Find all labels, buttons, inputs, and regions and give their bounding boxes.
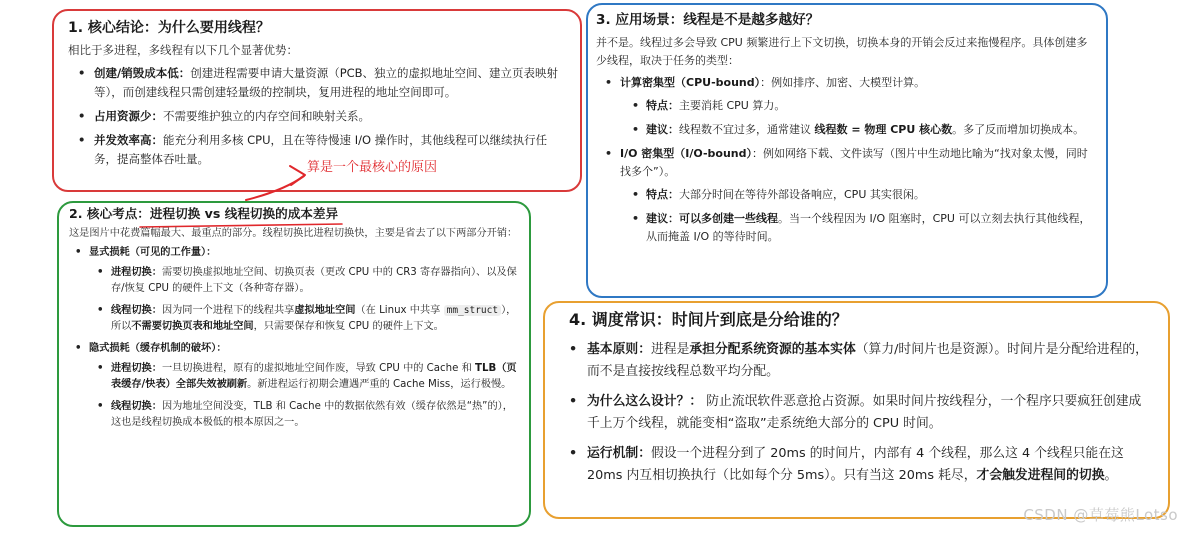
- panel3-list: [596, 74, 1096, 246]
- panel1-list: [68, 64, 568, 169]
- list-item: • 为什么这么设计？： 防止流氓软件恶意抢占资源。如果时间片按线程分，一个程序只要疯狂创建成千上万个线程，就能变相“盗取”走系统绝大部分的 CPU 时间。: [559, 391, 1154, 435]
- list-item: • 占用资源少：不需要维护独立的内存空间和映射关系。: [68, 107, 568, 126]
- watermark: CSDN @草莓熊Lotso: [1023, 506, 1178, 524]
- list-item: • 显式损耗（可见的工作量）： • 进程切换：需要切换虚拟地址空间、切换页表（更改 CPU 中的 CR3 寄存器指向）、以及保存/恢复 CPU 的硬件上下文（各种寄存器）。 • 线程切换：因为同一个进程下的线程共享虚拟地址空间（在 Linux 中共享 mm_struct ），所以不需要切换页表和地址空间，只需要保存和恢复 CPU 的硬件上下文。: [69, 245, 519, 335]
- list-item: • 建议：可以多创建一些线程。当一个线程因为 I/O 阻塞时，CPU 可以立刻去执行其他线程，从而掩盖 I/O 的等待时间。: [620, 210, 1096, 246]
- list-item: • I/O 密集型（I/O-bound）：例如网络下载、文件读写（图片中生动地比喻为“找对象太慢，同时找多个”）。 • 特点：大部分时间在等待外部设备响应，CPU 其实很闲。 • 建议：可以多创建一些线程。当一个线程因为 I/O 阻塞时，CPU 可以立刻去执行其他线程，从而掩盖 I/O 的等待时间。: [596, 145, 1096, 246]
- panel3-title: 3. 应用场景：线程是不是越多越好？: [596, 12, 820, 28]
- panel4-title: 4. 调度常识：时间片到底是分给谁的？: [569, 310, 848, 329]
- list-item: • 隐式损耗（缓存机制的破坏）： • 进程切换：一旦切换进程，原有的虚拟地址空间作废，导致 CPU 中的 Cache 和 TLB（页表缓存/快表）全部失效被刷新。新进程运行初期会遭遇严重的 Cache Miss，运行极慢。 • 线程切换：因为地址空间没变，TLB 和 Cache 中的数据依然有效（缓存依然是“热”的），这也是线程切换成本极低的根本原因之一。: [69, 341, 519, 431]
- list-item: • 线程切换：因为同一个进程下的线程共享虚拟地址空间（在 Linux 中共享 mm_struct ），所以不需要切换页表和地址空间，只需要保存和恢复 CPU 的硬件上下文。: [89, 303, 519, 335]
- panel2-intro: 这是图片中花费篇幅最大、最重点的部分。线程切换比进程切换快，主要是省去了以下两部分开销：: [69, 228, 518, 239]
- panel-switch-cost: [57, 201, 531, 527]
- list-item: • 进程切换：需要切换虚拟地址空间、切换页表（更改 CPU 中的 CR3 寄存器指向）、以及保存/恢复 CPU 的硬件上下文（各种寄存器）。: [89, 265, 519, 297]
- list-item: • 计算密集型（CPU-bound）：例如排序、加密、大模型计算。 • 特点：主要消耗 CPU 算力。 • 建议：线程数不宜过多，通常建议 线程数 = 物理 CPU 核心数。多了反而增加切换成本。: [596, 74, 1096, 139]
- list-item: • 并发效率高：能充分利用多核 CPU，且在等待慢速 I/O 操作时，其他线程可以继续执行任务，提高整体吞吐量。: [68, 131, 568, 169]
- list-item: • 线程切换：因为地址空间没变，TLB 和 Cache 中的数据依然有效（缓存依然是“热”的），这也是线程切换成本极低的根本原因之一。: [89, 399, 519, 431]
- panel2-title: 2. 核心考点：进程切换 vs 线程切换的成本差异: [69, 206, 339, 221]
- list-item: • 特点：主要消耗 CPU 算力。: [620, 97, 1096, 115]
- list-item: • 运行机制：假设一个进程分到了 20ms 的时间片，内部有 4 个线程，那么这 4 个线程只能在这 20ms 内互相切换执行（比如每个分 5ms）。只有当这 20ms 耗尽，才会触发进程间的切换。: [559, 443, 1154, 487]
- panel1-intro: 相比于多进程，多线程有以下几个显著优势：: [68, 43, 298, 57]
- list-item: • 创建/销毁成本低：创建进程需要申请大量资源（PCB、独立的虚拟地址空间、建立页表映射等），而创建线程只需创建轻量级的控制块，复用进程的地址空间即可。: [68, 64, 568, 102]
- list-item: • 进程切换：一旦切换进程，原有的虚拟地址空间作废，导致 CPU 中的 Cache 和 TLB（页表缓存/快表）全部失效被刷新。新进程运行初期会遭遇严重的 Cache Miss，运行极慢。: [89, 361, 519, 393]
- annotation-note: 算是一个最核心的原因: [307, 160, 438, 175]
- code-snippet: mm_struct: [444, 305, 501, 316]
- panel1-title: 1. 核心结论：为什么要用线程？: [68, 20, 270, 36]
- panel-application-scenario: [586, 3, 1108, 298]
- panel2-list: [69, 245, 519, 431]
- list-item: • 基本原则：进程是承担分配系统资源的基本实体（算力/时间片也是资源）。时间片是分配给进程的，而不是直接按线程总数平均分配。: [559, 339, 1154, 383]
- panel4-list: [559, 339, 1154, 487]
- panel3-intro: 并不是。线程过多会导致 CPU 频繁进行上下文切换，切换本身的开销会反过来拖慢程序。具体创建多少线程，取决于任务的类型：: [596, 36, 1088, 67]
- list-item: • 特点：大部分时间在等待外部设备响应，CPU 其实很闲。: [620, 186, 1096, 204]
- panel-scheduling: [543, 301, 1170, 519]
- list-item: • 建议：线程数不宜过多，通常建议 线程数 = 物理 CPU 核心数。多了反而增加切换成本。: [620, 121, 1096, 139]
